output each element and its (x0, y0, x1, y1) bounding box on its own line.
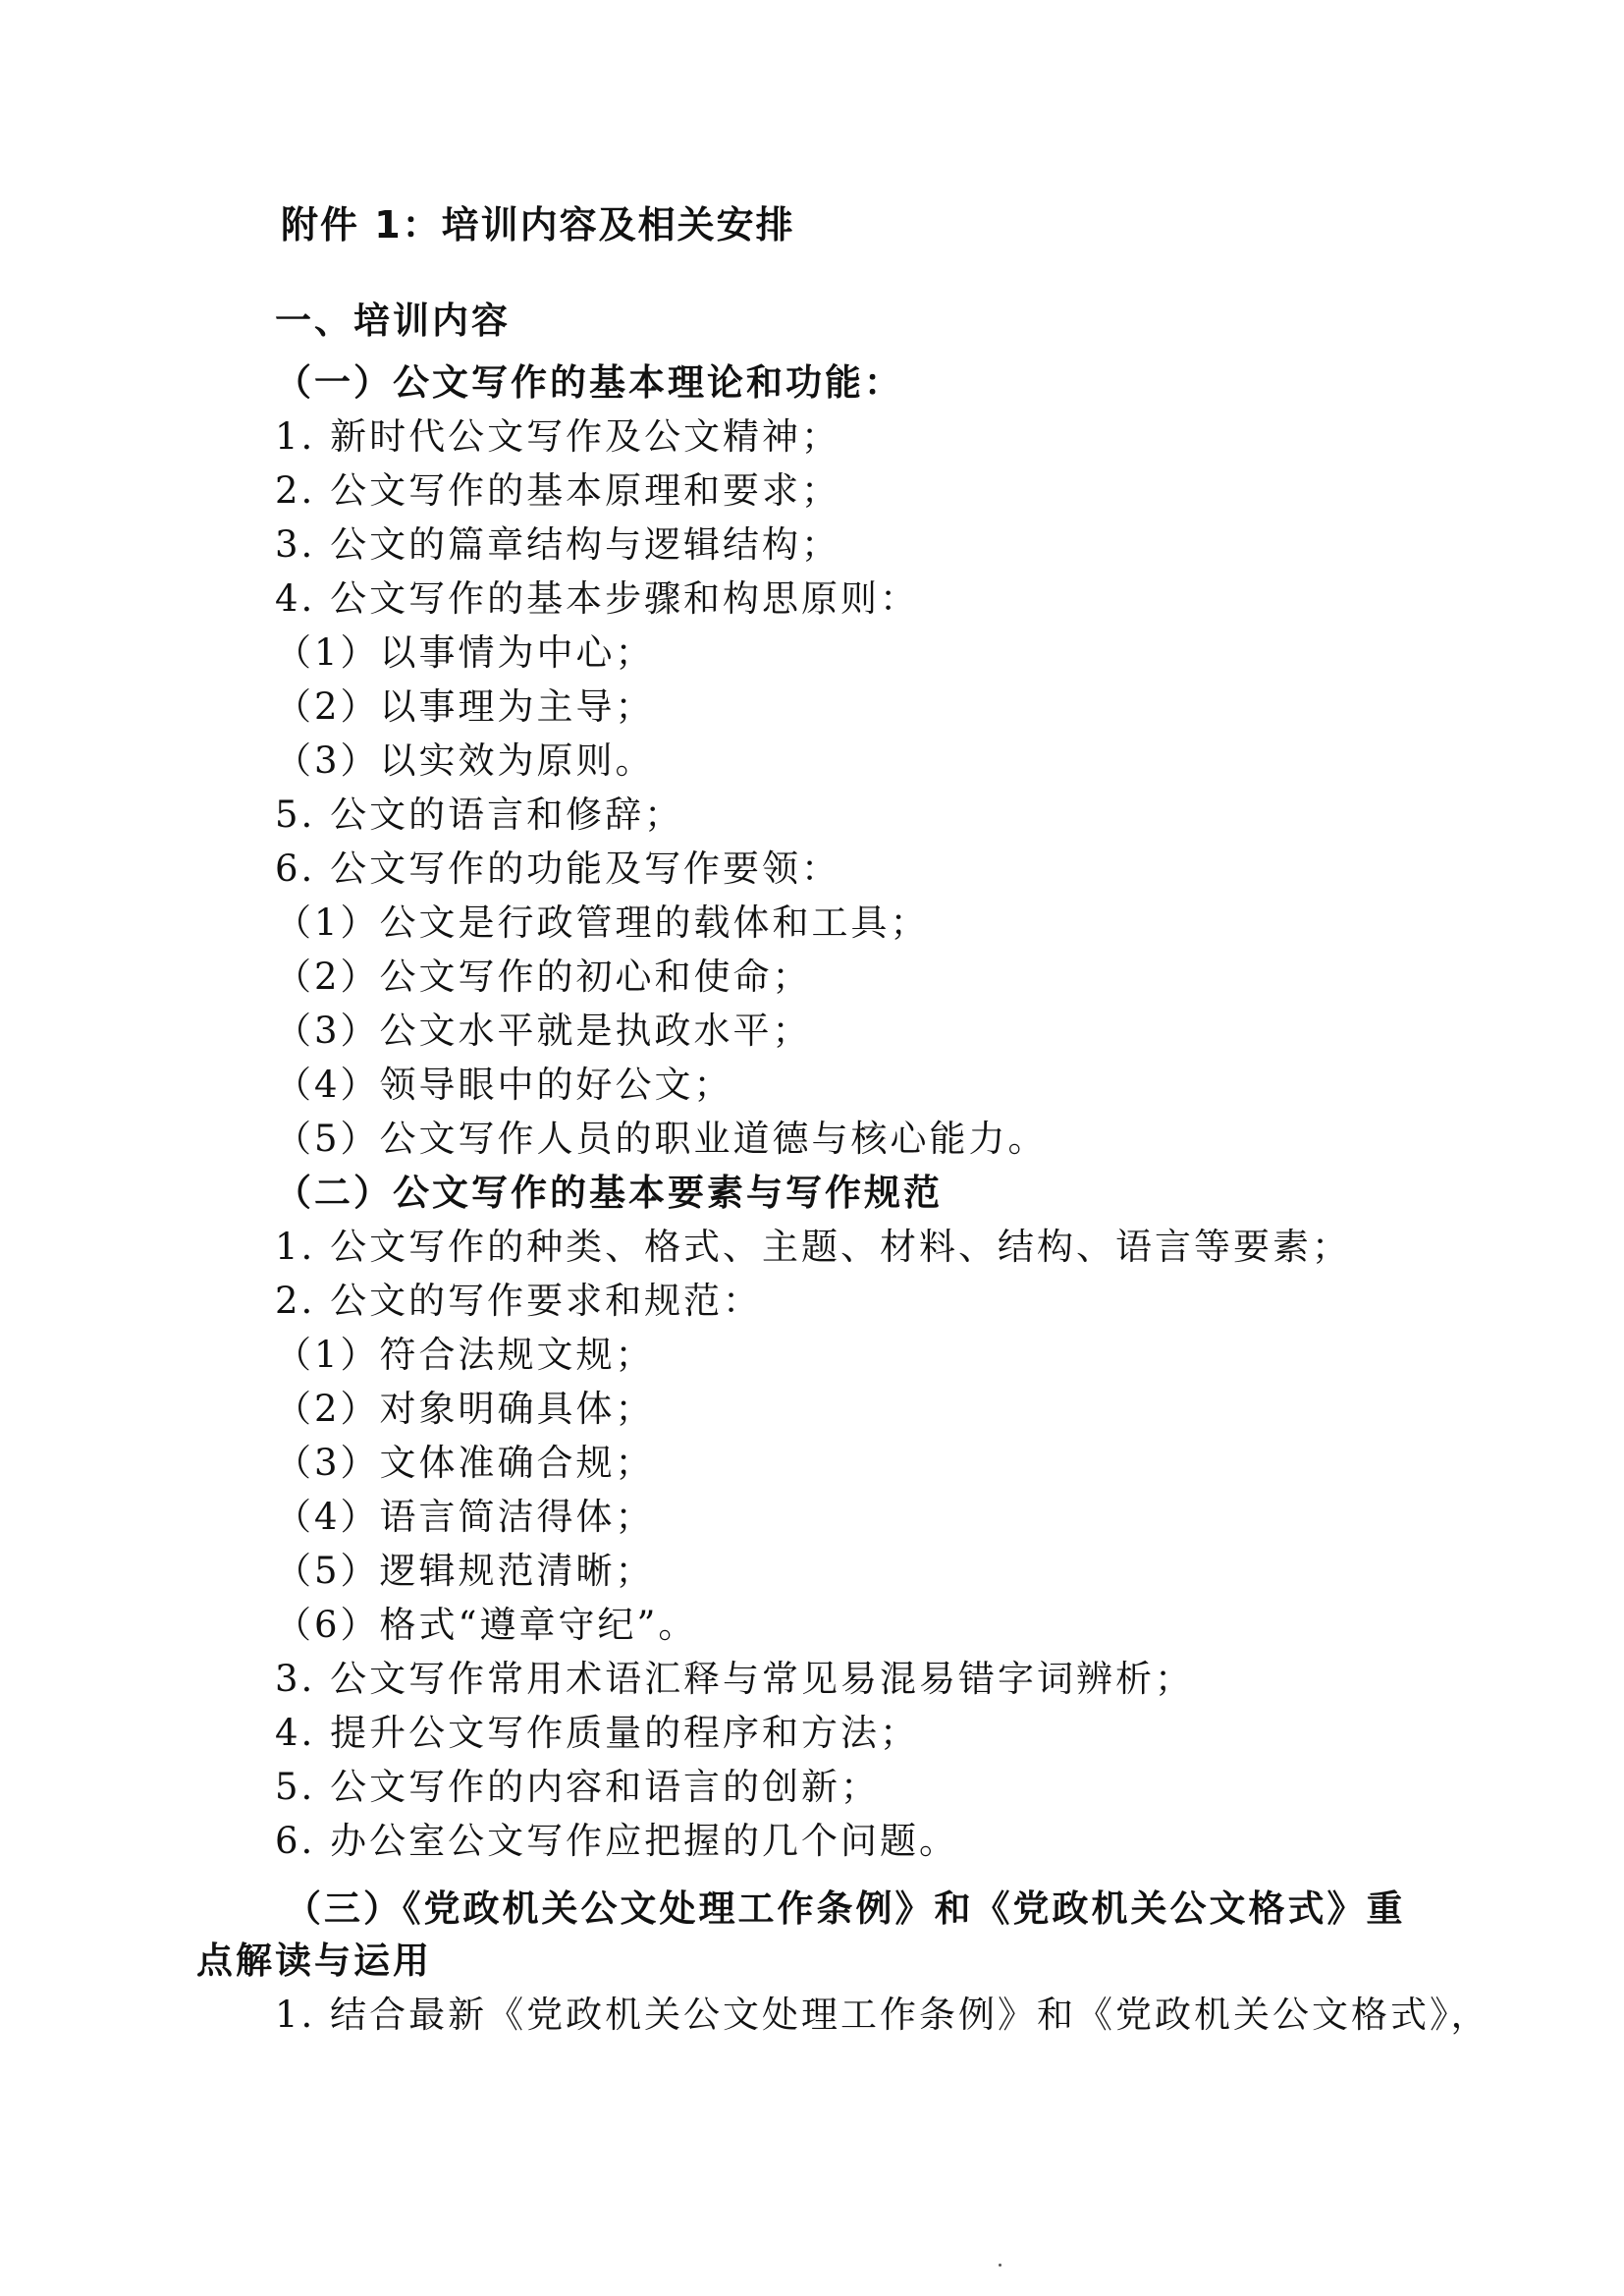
list-item: （1）公文是行政管理的载体和工具； (275, 902, 930, 944)
list-item: （1）以事情为中心； (275, 631, 655, 674)
list-item: 5. 公文写作的内容和语言的创新； (275, 1766, 881, 1808)
list-item: （4）语言简洁得体； (275, 1496, 655, 1538)
list-item: 1. 结合最新《党政机关公文处理工作条例》和《党政机关公文格式》， (275, 1994, 1490, 2036)
list-item: （2）公文写作的初心和使命； (275, 956, 812, 998)
list-item: （3）文体准确合规； (275, 1442, 655, 1484)
list-item: （2）对象明确具体； (275, 1388, 655, 1430)
list-item: 4. 提升公文写作质量的程序和方法； (275, 1712, 920, 1754)
part-2-heading: （二）公文写作的基本要素与写作规范 (275, 1172, 943, 1214)
list-item: 1. 公文写作的种类、格式、主题、材料、结构、语言等要素； (275, 1226, 1352, 1268)
part-1-heading: （一）公文写作的基本理论和功能： (275, 361, 903, 404)
part-3-heading-continued: 点解读与运用 (196, 1940, 432, 1982)
list-item: （6）格式“遵章守纪”。 (275, 1604, 698, 1646)
part-3-heading: （三）《党政机关公文处理工作条例》和《党政机关公文格式》重 (285, 1887, 1406, 1930)
list-item: （4）领导眼中的好公文； (275, 1064, 733, 1106)
scan-speck (999, 2264, 1001, 2267)
list-item: （2）以事理为主导； (275, 685, 655, 728)
list-item: 6. 公文写作的功能及写作要领： (275, 847, 841, 890)
document-title: 附件 1：培训内容及相关安排 (281, 203, 795, 246)
list-item: 3. 公文的篇章结构与逻辑结构； (275, 523, 841, 566)
list-item: 2. 公文的写作要求和规范： (275, 1280, 763, 1322)
list-item: 5. 公文的语言和修辞； (275, 793, 684, 836)
list-item: （5）公文写作人员的职业道德与核心能力。 (275, 1118, 1048, 1160)
list-item: 3. 公文写作常用术语汇释与常见易混易错字词辨析； (275, 1658, 1195, 1700)
list-item: 4. 公文写作的基本步骤和构思原则： (275, 577, 920, 620)
list-item: （3）公文水平就是执政水平； (275, 1010, 812, 1052)
list-item: 6. 办公室公文写作应把握的几个问题。 (275, 1820, 959, 1862)
section-heading: 一、培训内容 (275, 300, 511, 342)
list-item: （5）逻辑规范清晰； (275, 1550, 655, 1592)
list-item: 1. 新时代公文写作及公文精神； (275, 415, 841, 458)
list-item: 2. 公文写作的基本原理和要求； (275, 469, 841, 512)
list-item: （1）符合法规文规； (275, 1334, 655, 1376)
list-item: （3）以实效为原则。 (275, 739, 655, 782)
